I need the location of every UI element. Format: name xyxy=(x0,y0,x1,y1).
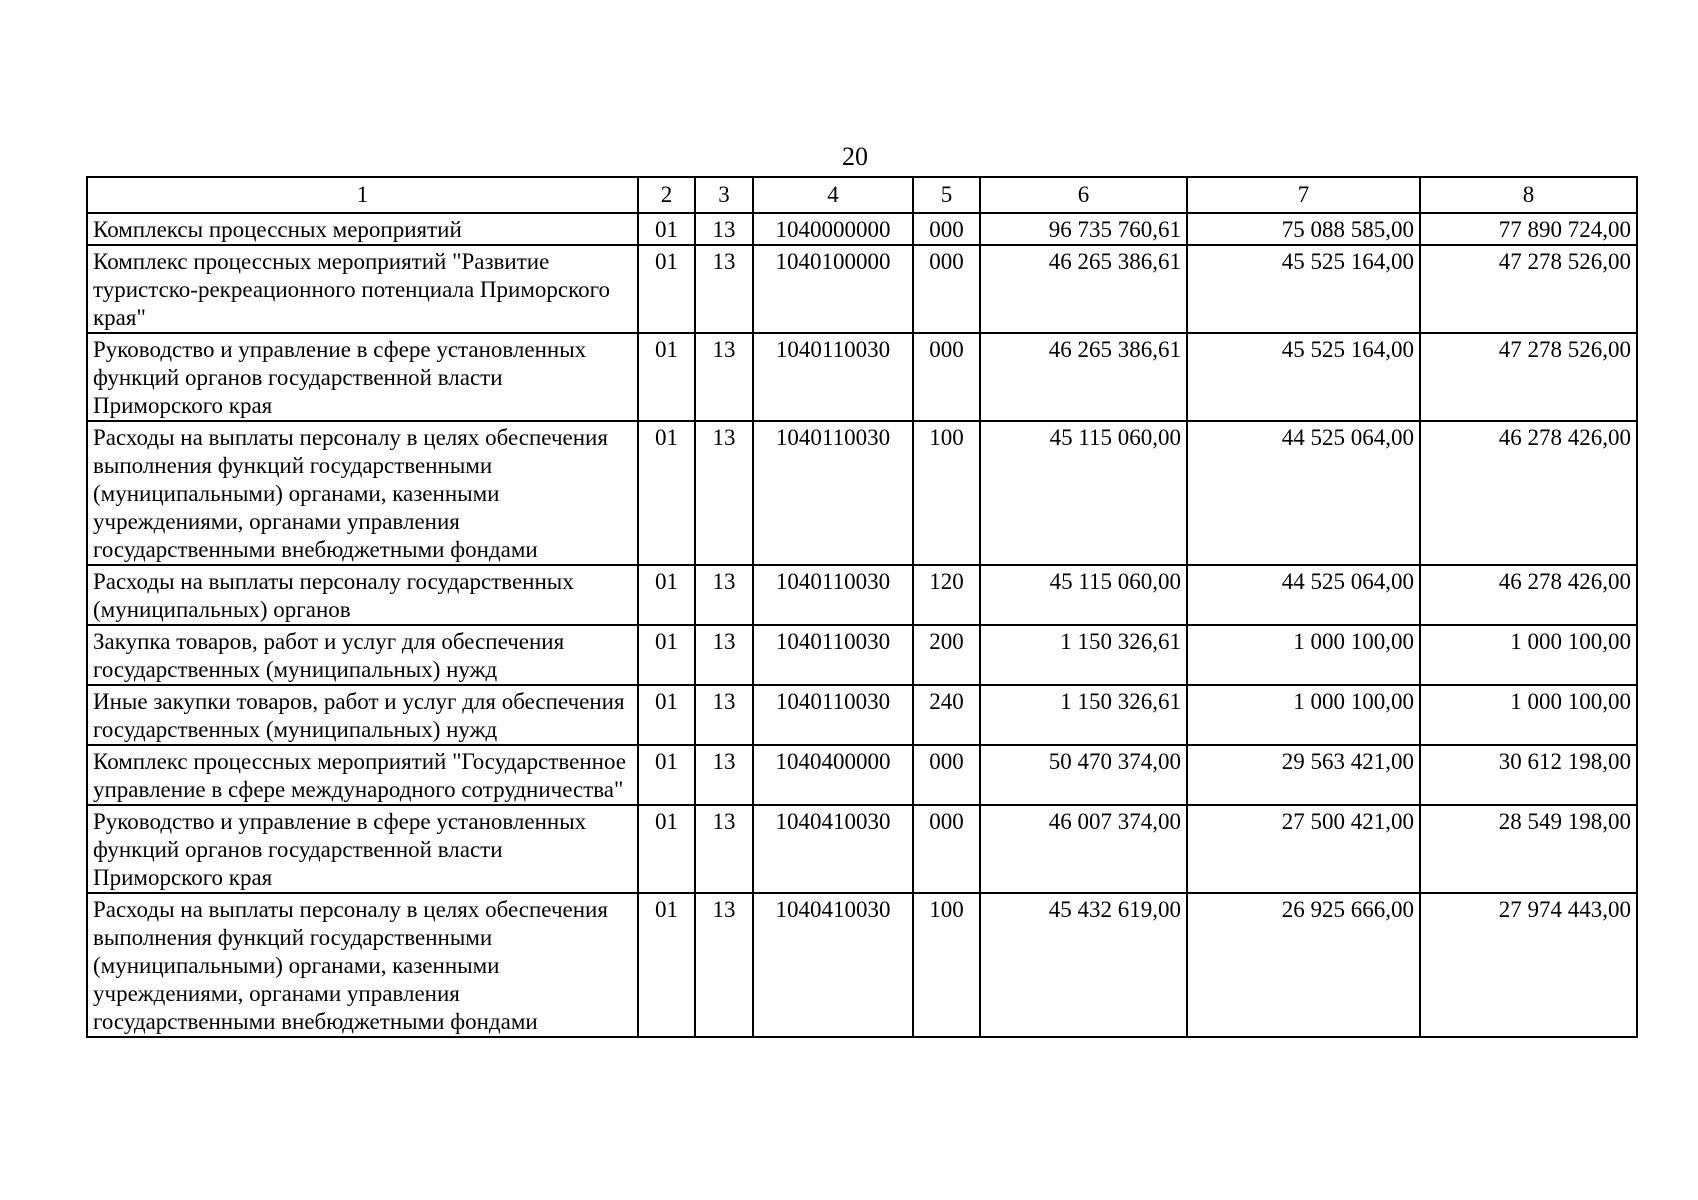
column-header-4: 4 xyxy=(753,177,913,213)
section-code-cell: 01 xyxy=(638,565,695,625)
subsection-code-cell: 13 xyxy=(695,421,753,565)
target-article-cell: 1040110030 xyxy=(753,565,913,625)
expense-type-cell: 000 xyxy=(913,213,980,245)
subsection-code-cell: 13 xyxy=(695,333,753,421)
target-article-cell: 1040110030 xyxy=(753,333,913,421)
amount-col8-cell: 30 612 198,00 xyxy=(1420,745,1637,805)
row-name-cell: Комплекс процессных мероприятий "Развитие туристско-рекреационного потенциала Приморского края" xyxy=(87,245,638,333)
target-article-cell: 1040410030 xyxy=(753,893,913,1037)
amount-col6-cell: 45 115 060,00 xyxy=(980,565,1187,625)
amount-col8-cell: 1 000 100,00 xyxy=(1420,685,1637,745)
amount-col6-cell: 46 007 374,00 xyxy=(980,805,1187,893)
table-row xyxy=(87,625,1637,685)
table-row xyxy=(87,805,1637,893)
column-header-8: 8 xyxy=(1420,177,1637,213)
table-row xyxy=(87,745,1637,805)
row-name-cell: Расходы на выплаты персоналу государственных (муниципальных) органов xyxy=(87,565,638,625)
amount-col8-cell: 27 974 443,00 xyxy=(1420,893,1637,1037)
amount-col8-cell: 46 278 426,00 xyxy=(1420,421,1637,565)
target-article-cell: 1040110030 xyxy=(753,625,913,685)
amount-col7-cell: 29 563 421,00 xyxy=(1187,745,1420,805)
expense-type-cell: 000 xyxy=(913,805,980,893)
row-name-cell: Комплексы процессных мероприятий xyxy=(87,213,638,245)
section-code-cell: 01 xyxy=(638,333,695,421)
expense-type-cell: 100 xyxy=(913,893,980,1037)
subsection-code-cell: 13 xyxy=(695,625,753,685)
amount-col7-cell: 1 000 100,00 xyxy=(1187,625,1420,685)
amount-col7-cell: 27 500 421,00 xyxy=(1187,805,1420,893)
expense-type-cell: 000 xyxy=(913,745,980,805)
amount-col6-cell: 45 432 619,00 xyxy=(980,893,1187,1037)
amount-col8-cell: 77 890 724,00 xyxy=(1420,213,1637,245)
amount-col8-cell: 47 278 526,00 xyxy=(1420,245,1637,333)
amount-col6-cell: 96 735 760,61 xyxy=(980,213,1187,245)
amount-col7-cell: 45 525 164,00 xyxy=(1187,333,1420,421)
header-row xyxy=(87,177,1637,213)
row-name-cell: Закупка товаров, работ и услуг для обеспечения государственных (муниципальных) нужд xyxy=(87,625,638,685)
budget-table xyxy=(86,176,1638,1038)
subsection-code-cell: 13 xyxy=(695,685,753,745)
amount-col7-cell: 44 525 064,00 xyxy=(1187,565,1420,625)
target-article-cell: 1040410030 xyxy=(753,805,913,893)
subsection-code-cell: 13 xyxy=(695,213,753,245)
table-row xyxy=(87,893,1637,1037)
page-number: 20 xyxy=(842,142,868,171)
subsection-code-cell: 13 xyxy=(695,565,753,625)
expense-type-cell: 240 xyxy=(913,685,980,745)
section-code-cell: 01 xyxy=(638,245,695,333)
subsection-code-cell: 13 xyxy=(695,745,753,805)
column-header-5: 5 xyxy=(913,177,980,213)
table-row xyxy=(87,333,1637,421)
table-row xyxy=(87,421,1637,565)
amount-col6-cell: 46 265 386,61 xyxy=(980,333,1187,421)
table-row xyxy=(87,685,1637,745)
target-article-cell: 1040110030 xyxy=(753,421,913,565)
column-header-2: 2 xyxy=(638,177,695,213)
row-name-cell: Руководство и управление в сфере установленных функций органов государственной власти Приморского края xyxy=(87,805,638,893)
amount-col6-cell: 1 150 326,61 xyxy=(980,625,1187,685)
expense-type-cell: 200 xyxy=(913,625,980,685)
column-header-7: 7 xyxy=(1187,177,1420,213)
column-header-3: 3 xyxy=(695,177,753,213)
section-code-cell: 01 xyxy=(638,745,695,805)
row-name-cell: Руководство и управление в сфере установленных функций органов государственной власти Приморского края xyxy=(87,333,638,421)
amount-col7-cell: 1 000 100,00 xyxy=(1187,685,1420,745)
section-code-cell: 01 xyxy=(638,213,695,245)
row-name-cell: Расходы на выплаты персоналу в целях обеспечения выполнения функций государственными (муниципальными) органами, казенными учреждениями, органами управления государственными внебюджетными фондами xyxy=(87,893,638,1037)
expense-type-cell: 120 xyxy=(913,565,980,625)
column-header-1: 1 xyxy=(87,177,638,213)
amount-col7-cell: 44 525 064,00 xyxy=(1187,421,1420,565)
section-code-cell: 01 xyxy=(638,805,695,893)
target-article-cell: 1040110030 xyxy=(753,685,913,745)
section-code-cell: 01 xyxy=(638,421,695,565)
amount-col7-cell: 26 925 666,00 xyxy=(1187,893,1420,1037)
target-article-cell: 1040000000 xyxy=(753,213,913,245)
subsection-code-cell: 13 xyxy=(695,893,753,1037)
amount-col8-cell: 28 549 198,00 xyxy=(1420,805,1637,893)
section-code-cell: 01 xyxy=(638,893,695,1037)
column-header-6: 6 xyxy=(980,177,1187,213)
amount-col7-cell: 45 525 164,00 xyxy=(1187,245,1420,333)
table-row xyxy=(87,565,1637,625)
amount-col8-cell: 46 278 426,00 xyxy=(1420,565,1637,625)
amount-col6-cell: 50 470 374,00 xyxy=(980,745,1187,805)
expense-type-cell: 000 xyxy=(913,245,980,333)
expense-type-cell: 100 xyxy=(913,421,980,565)
row-name-cell: Расходы на выплаты персоналу в целях обеспечения выполнения функций государственными (муниципальными) органами, казенными учреждениями, органами управления государственными внебюджетными фондами xyxy=(87,421,638,565)
subsection-code-cell: 13 xyxy=(695,245,753,333)
target-article-cell: 1040100000 xyxy=(753,245,913,333)
subsection-code-cell: 13 xyxy=(695,805,753,893)
target-article-cell: 1040400000 xyxy=(753,745,913,805)
table-row xyxy=(87,213,1637,245)
expense-type-cell: 000 xyxy=(913,333,980,421)
amount-col7-cell: 75 088 585,00 xyxy=(1187,213,1420,245)
amount-col6-cell: 1 150 326,61 xyxy=(980,685,1187,745)
amount-col6-cell: 46 265 386,61 xyxy=(980,245,1187,333)
row-name-cell: Иные закупки товаров, работ и услуг для обеспечения государственных (муниципальных) нужд xyxy=(87,685,638,745)
amount-col8-cell: 1 000 100,00 xyxy=(1420,625,1637,685)
row-name-cell: Комплекс процессных мероприятий "Государственное управление в сфере международного сотрудничества" xyxy=(87,745,638,805)
table-row xyxy=(87,245,1637,333)
section-code-cell: 01 xyxy=(638,625,695,685)
section-code-cell: 01 xyxy=(638,685,695,745)
amount-col6-cell: 45 115 060,00 xyxy=(980,421,1187,565)
amount-col8-cell: 47 278 526,00 xyxy=(1420,333,1637,421)
